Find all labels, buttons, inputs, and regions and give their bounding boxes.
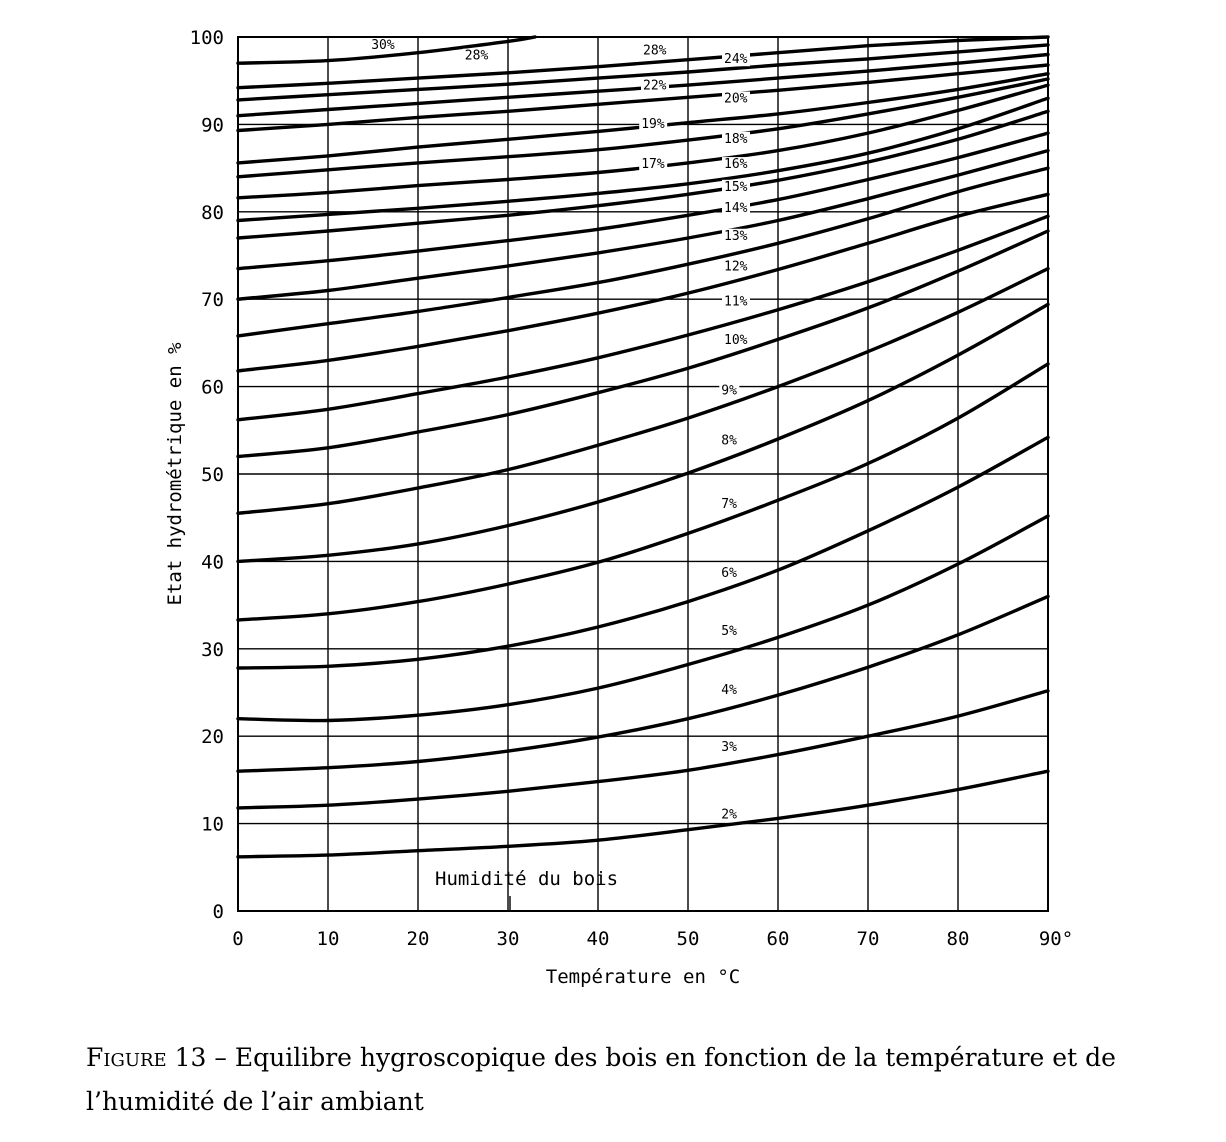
- caption-figure-word: Figure: [86, 1043, 167, 1072]
- y-tick-label: 40: [201, 551, 224, 574]
- moisture-curve-7pct: [238, 364, 1048, 620]
- curve-label: 11%: [724, 294, 748, 310]
- curve-label: 22%: [643, 78, 667, 94]
- x-tick-label: 0: [232, 928, 244, 950]
- curve-label: 5%: [721, 623, 737, 639]
- y-tick-label: 20: [201, 726, 224, 749]
- curve-label: 18%: [724, 131, 748, 147]
- y-tick-label: 70: [201, 289, 224, 312]
- y-tick-label: 30: [201, 638, 224, 661]
- curve-label: 28%: [643, 43, 667, 59]
- moisture-curve-9pct: [238, 269, 1048, 514]
- y-tick-label: 80: [201, 201, 224, 224]
- x-tick-label: 80: [946, 928, 970, 950]
- x-tick-label: 40: [586, 928, 610, 950]
- curve-label: 14%: [724, 200, 748, 216]
- x-tick-label: 10: [316, 928, 340, 950]
- y-tick-label: 0: [212, 901, 224, 923]
- y-tick-label: 60: [201, 376, 224, 399]
- caption-text: 13 – Equilibre hygroscopique des bois en fonction de la température et de l’humidité de l’air ambiant: [86, 1043, 1116, 1116]
- curve-label: 2%: [721, 807, 737, 823]
- curve-label: 19%: [641, 116, 665, 132]
- wood-moisture-annotation: Humidité du bois: [435, 868, 619, 890]
- curve-label: 28%: [464, 48, 489, 64]
- curve-label: 3%: [721, 740, 737, 756]
- curve-label: 4%: [721, 683, 737, 699]
- tick-labels: [190, 27, 1073, 950]
- moisture-curve-10pct: [238, 228, 1048, 457]
- x-tick-label: 60: [766, 928, 790, 950]
- x-tick-label: 20: [406, 928, 430, 950]
- curve-label: 24%: [724, 52, 748, 68]
- y-tick-label: 50: [201, 464, 224, 486]
- x-tick-label: 30: [496, 928, 520, 950]
- figure-caption: [86, 1036, 1136, 1124]
- y-tick-label: 100: [189, 27, 224, 49]
- x-axis-title: Température en °C: [545, 966, 741, 988]
- moisture-curve-13pct: [238, 168, 1048, 336]
- moisture-curve-3pct: [238, 691, 1048, 808]
- moisture-curve-4pct: [238, 596, 1048, 771]
- curve-label: 12%: [724, 259, 748, 275]
- curve-label: 15%: [724, 179, 748, 195]
- x-tick-label: 50: [676, 928, 700, 950]
- curve-label: 20%: [724, 91, 748, 107]
- moisture-curve-5pct: [238, 516, 1048, 721]
- x-tick-label: 90°: [1038, 928, 1074, 950]
- moisture-curve-12pct: [238, 194, 1048, 371]
- curve-label: 8%: [721, 433, 737, 449]
- curve-label: 13%: [724, 228, 748, 244]
- curve-label: 16%: [724, 157, 748, 173]
- y-tick-label: 10: [201, 813, 224, 836]
- curve-label: 7%: [721, 497, 737, 513]
- x-tick-label: 70: [856, 928, 880, 950]
- moisture-curve-2pct: [238, 771, 1048, 857]
- curve-label: 9%: [721, 383, 737, 399]
- y-axis-title: Etat hydrométrique en %: [164, 342, 186, 606]
- curve-label: 6%: [721, 566, 737, 582]
- curve-label: 17%: [641, 157, 665, 173]
- y-tick-label: 90: [201, 114, 224, 137]
- curve-label: 10%: [724, 332, 748, 348]
- curve-label: 30%: [371, 38, 395, 54]
